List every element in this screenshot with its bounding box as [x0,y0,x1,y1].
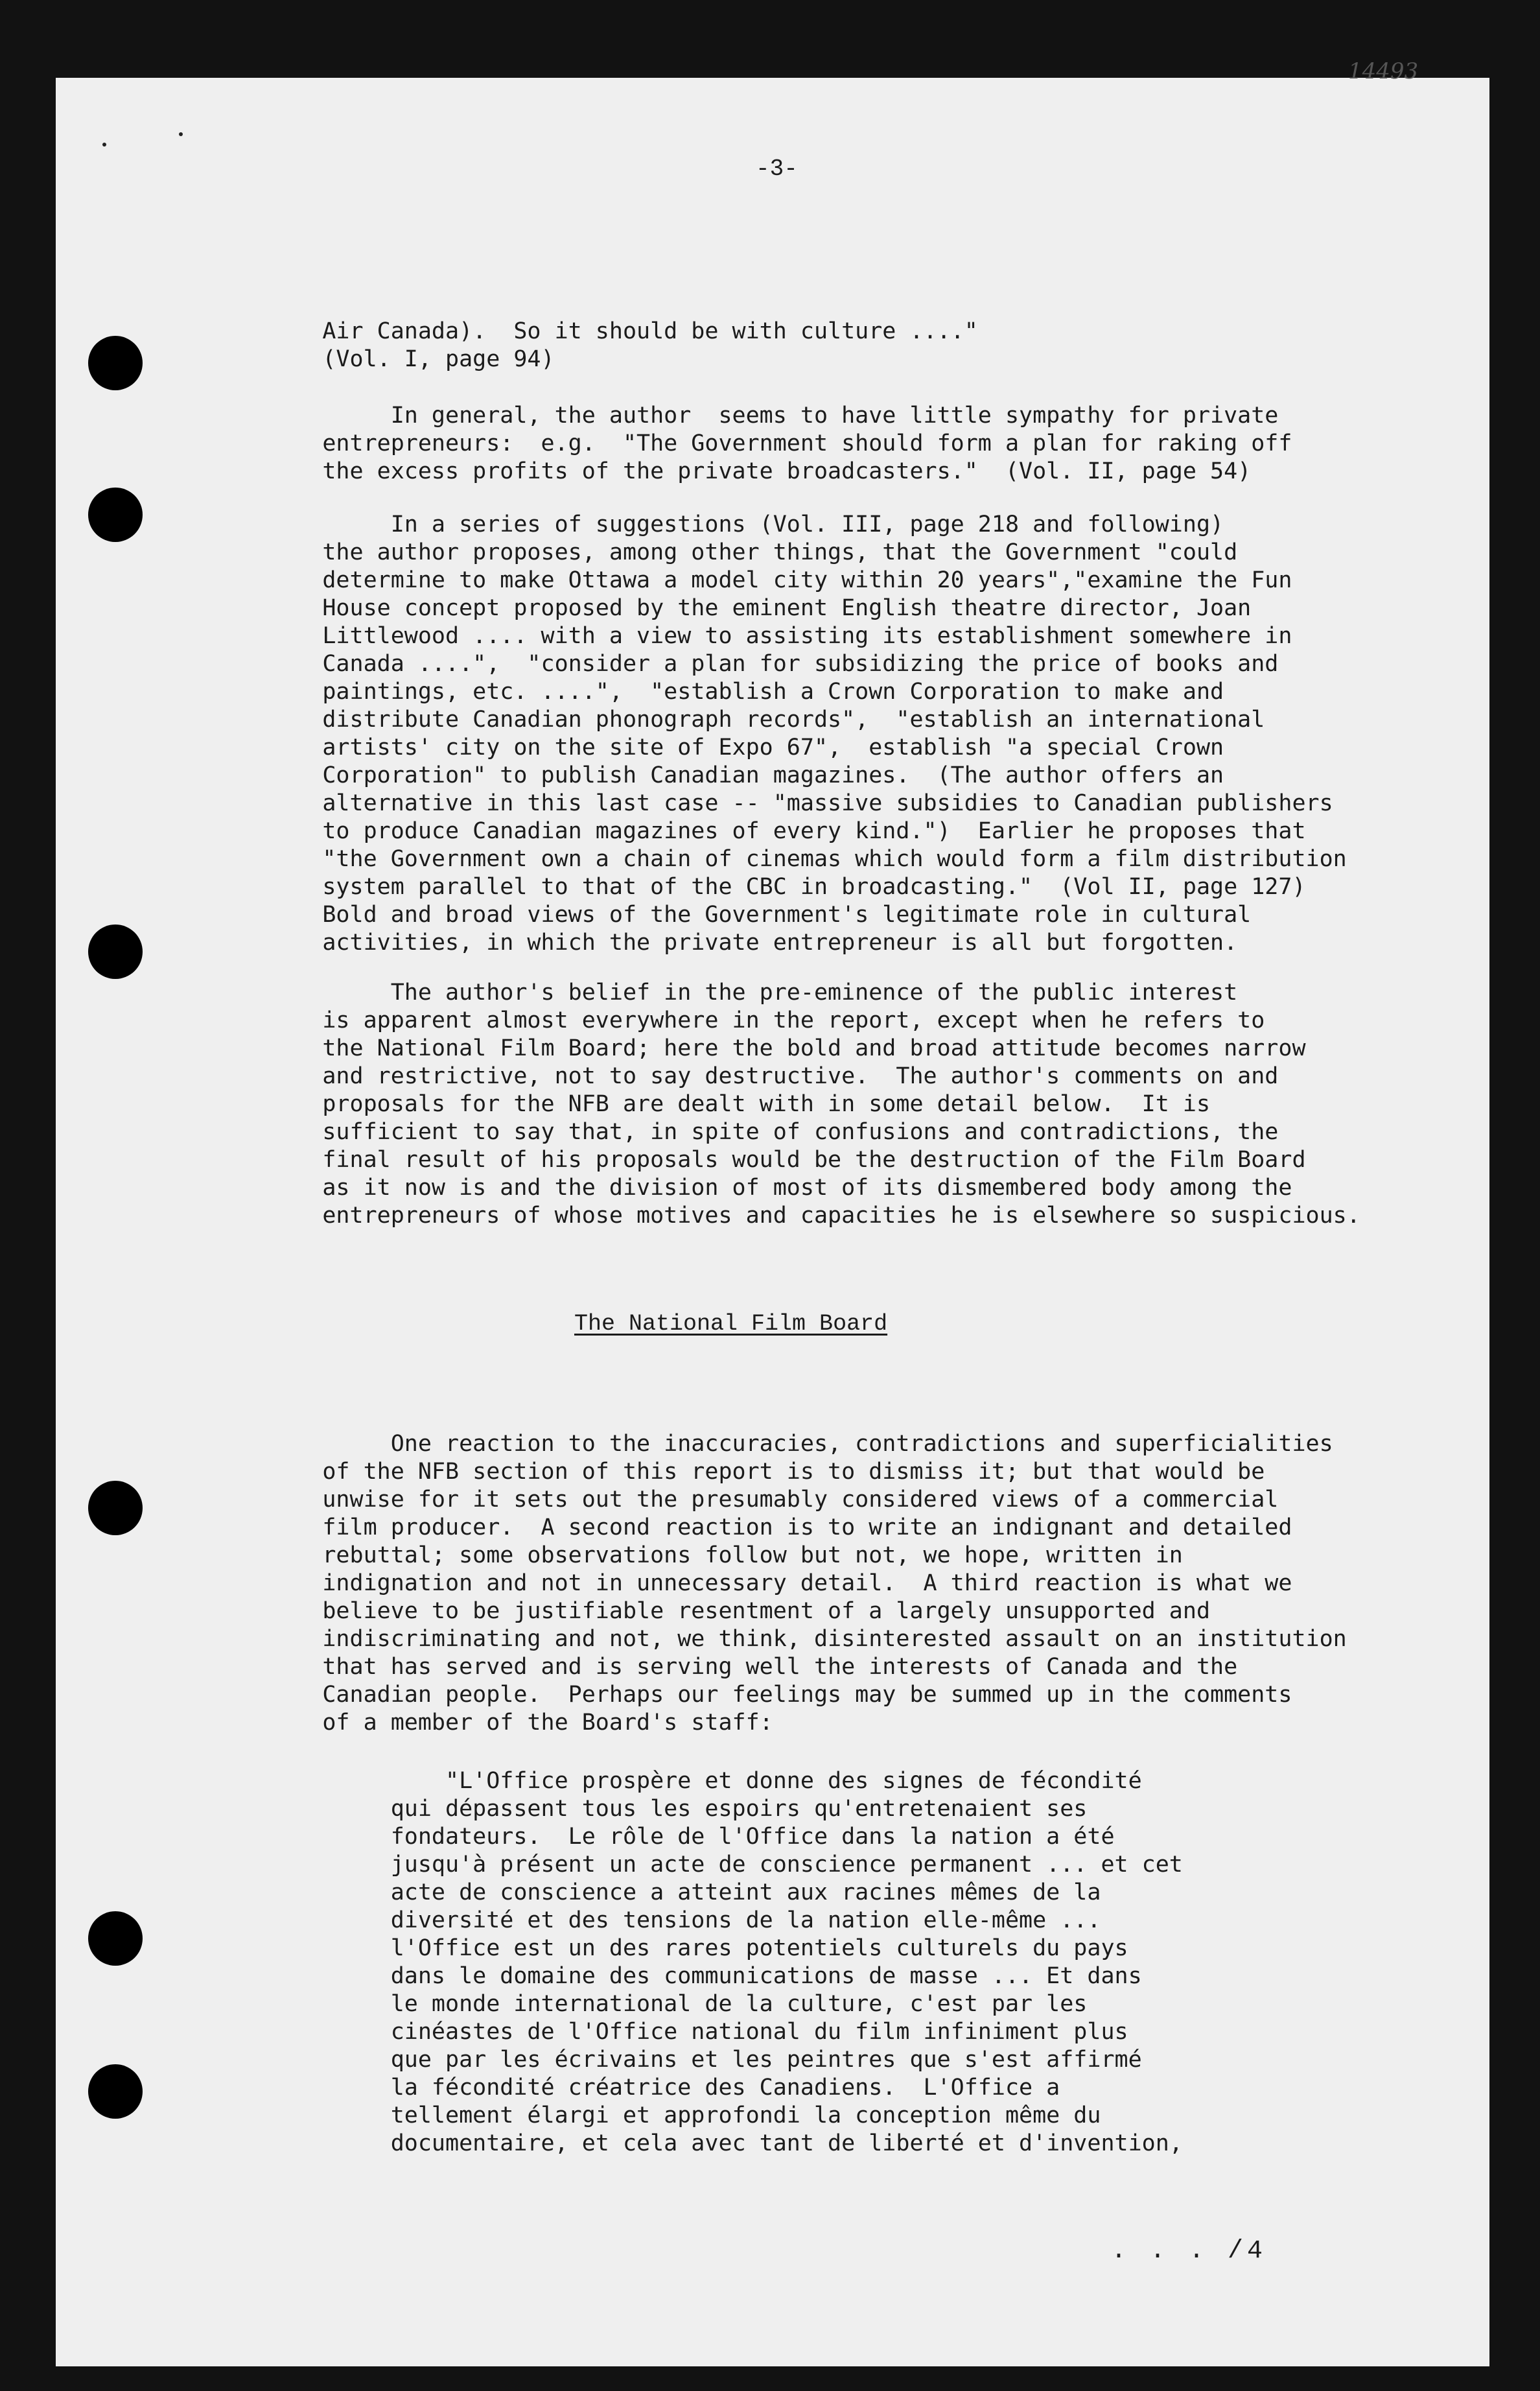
punch-hole [88,925,143,979]
section-heading: The National Film Board [574,1311,888,1337]
paragraph: The author's belief in the pre-eminence of the public interest is apparent almost everywhere in the report, except when he refers to the National Film Board; here the bold and broad attitude becomes narrow and restrictive, not to say destructive. The author's comments on and proposals for the NFB are dealt with in some detail below. It is sufficient to say that, in spite of confusions and contradictions, the final result of his proposals would be the destruction of the Film Board as it now is and the division of most of its dismembered body among the entrepreneurs of whose motives and capacities he is elsewhere so suspicious. [322,980,1360,1229]
continued-marker: . . . /4 [1111,2237,1267,2266]
punch-hole [88,1911,143,1966]
paragraph: In general, the author seems to have little sympathy for private entrepreneurs: e.g. "The Government should form a plan for raking off the excess profits of the private broadcasters." (Vol. II, page 54) [322,403,1292,484]
archive-number: 14493 [1348,58,1419,84]
speck [179,132,183,136]
paragraph: In a series of suggestions (Vol. III, page 218 and following) the author proposes, among other things, that the Government "could determine to make Ottawa a model city within 20 years","examine the Fun House concept proposed by the eminent English theatre director, Joan Littlewood .... with a view to assisting its establishment somewhere in Canada ....", "consider a plan for subsidizing the price of books and paintings, etc. ....", "establish a Crown Corporation to make and distribute Canadian phonograph records", "establish an international artists' city on the site of Expo 67", establish "a special Crown Corporation" to publish Canadian magazines. (The author offers an alternative in this last case -- "massive subsidies to Canadian publishers to produce Canadian magazines of every kind.") Earlier he proposes that "the Government own a chain of cinemas which would form a film distribution system parallel to that of the CBC in broadcasting." (Vol II, page 127) Bold and broad views of the Government's legitimate role in cultural activities, in which the private entrepreneur is all but forgotten. [322,512,1347,956]
paragraph: One reaction to the inaccuracies, contradictions and superficialities of the NFB section of this report is to dismiss it; but that would be unwise for it sets out the presumably considered views of a commercial film producer. A second reaction is to write an indignant and detailed rebuttal; some observations follow but not, we hope, written in indignation and not in unnecessary detail. A third reaction is what we believe to be justifiable resentment of a largely unsupported and indiscriminating and not, we think, disinterested assault on an institution that has served and is serving well the interests of Canada and the Canadian people. Perhaps our feelings may be summed up in the comments of a member of the Board's staff: [322,1431,1347,1736]
paragraph: Air Canada). So it should be with culture ...." (Vol. I, page 94) [322,318,978,372]
punch-hole [88,336,143,390]
punch-hole [88,488,143,542]
punch-hole [88,1481,143,1535]
french-quotation: "L'Office prospère et donne des signes de fécondité qui dépassent tous les espoirs qu'entretenaient ses fondateurs. Le rôle de l'Office dans la nation a été jusqu'à présent un acte de conscience permanent ... et cet acte de conscience a atteint aux racines mêmes de la diversité et des tensions de la nation elle-même ... l'Office est un des rares potentiels culturels du pays dans le domaine des communications de masse ... Et dans le monde international de la culture, c'est par les cinéastes de l'Office national du film infiniment plus que par les écrivains et les peintres que s'est affirmé la fécondité créatrice des Canadiens. L'Office a tellement élargi et approfondi la conception même du documentaire, et cela avec tant de liberté et d'invention, [390,1768,1183,2156]
page-number: -3- [756,156,798,182]
punch-hole [88,2064,143,2119]
document-page [56,78,1489,2366]
speck [102,143,106,147]
